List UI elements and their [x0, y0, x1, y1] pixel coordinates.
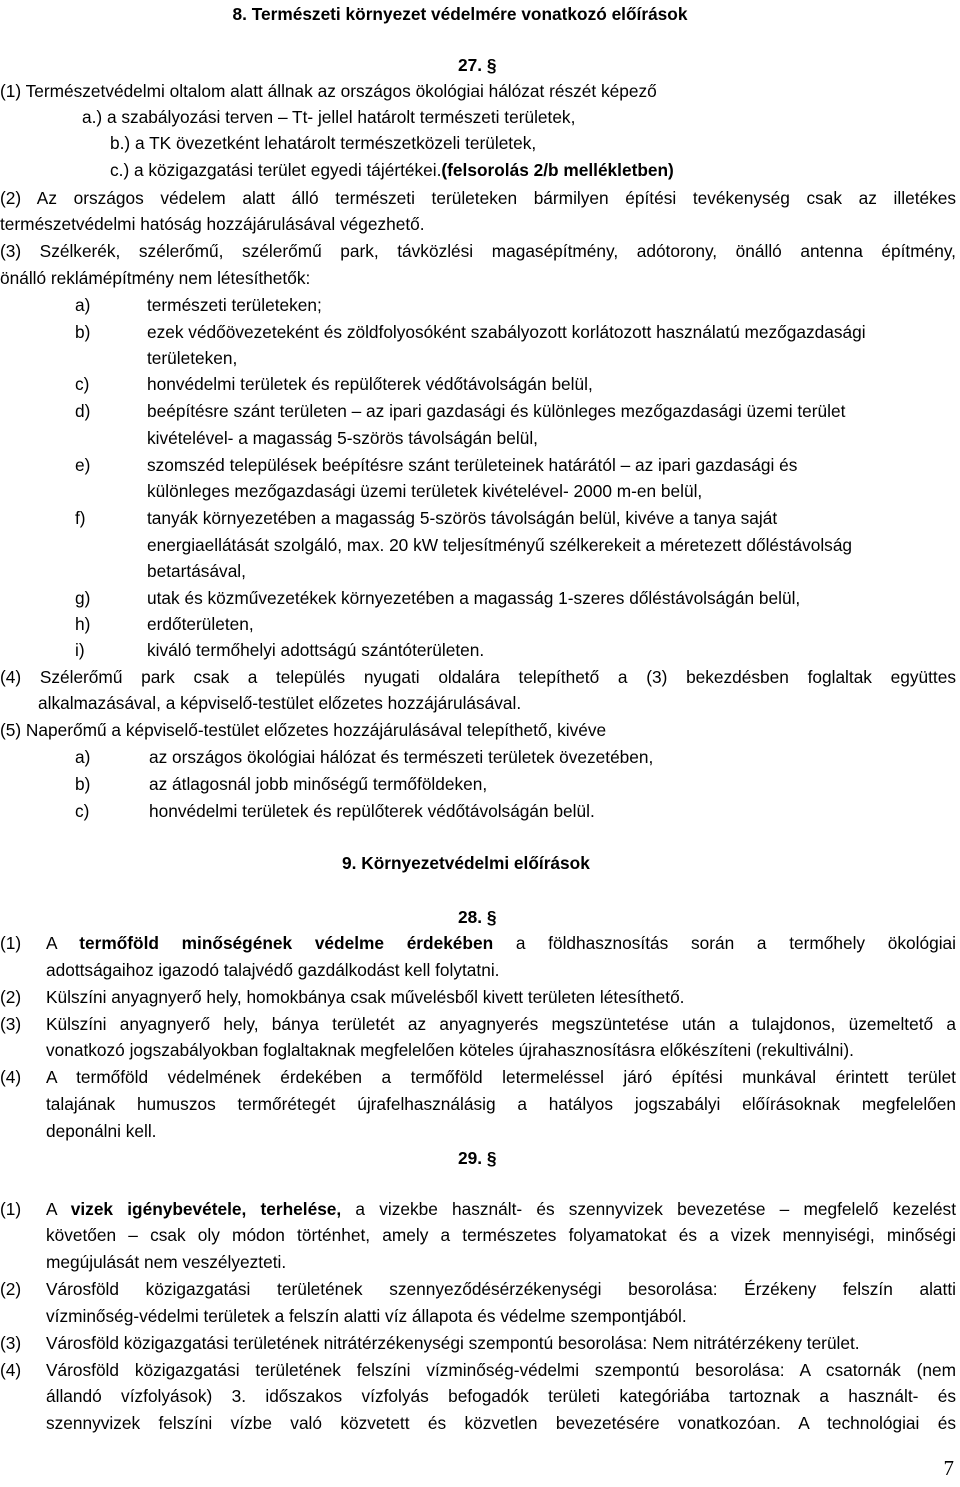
- s29-p3-line1: Városföld közigazgatási területének nitrátérzékenységi szempontú besorolása: Nem nitrátérzékeny terület.: [46, 1333, 860, 1353]
- s29-p2-line2: vízminőség-védelmi területek a felszín alatti víz állapota és védelme szempontjából.: [46, 1306, 687, 1326]
- list-item-label: d): [75, 401, 91, 421]
- paragraph-number: 27.: [458, 55, 483, 75]
- s27-p4-line1: (4) Szélerőmű park csak a település nyugati oldalára telepíthető a (3) bekezdésben foglaltak együttes: [0, 667, 956, 687]
- s27-p1-item-b: b.) a TK övezetként lehatárolt természetközeli területek,: [110, 133, 537, 153]
- section-heading-9: 9. Környezetvédelmi előírások: [342, 853, 590, 873]
- s29-p4-line1: Városföld közigazgatási területének felszíni vízminőség-védelmi szempontú besorolása: A csatornák (nem: [46, 1360, 956, 1380]
- list-item-label: g): [75, 588, 91, 608]
- list-item-label: h): [75, 614, 91, 634]
- s28-p1-line2: adottságaihoz igazodó talajvédő gazdálkodást kell folytatni.: [46, 960, 500, 980]
- s29-p1-line2: követően – csak oly módon történhet, amely a természetes folyamatokat és a vizek mennyiségi, minőségi: [46, 1225, 956, 1245]
- s27-p5-intro: (5) Naperőmű a képviselő-testület előzetes hozzájárulásával telepíthető, kivéve: [0, 720, 607, 740]
- s27-p3-line1: (3) Szélkerék, szélerőmű, szélerőmű park, távközlési magasépítmény, adótorony, önálló antenna építmény,: [0, 241, 956, 261]
- s29-p2-line1: Városföld közigazgatási területének szennyeződésérzékenységi besorolása: Érzékeny felszín alatti: [46, 1279, 956, 1299]
- s27-p1-item-a: a.) a szabályozási terven – Tt- jellel határolt természeti területek,: [82, 107, 576, 127]
- s29-p3-number: (3): [0, 1333, 22, 1353]
- list-item-text: kivételével- a magasság 5-szörös távolságán belül,: [147, 428, 538, 448]
- list-item-label: b): [75, 774, 91, 794]
- list-item-text: ezek védőövezeteként és zöldfolyosóként szabályozott korlátozott használatú mezőgazdasági: [147, 322, 866, 342]
- list-item-text: az átlagosnál jobb minőségű termőföldeken,: [149, 774, 488, 794]
- s27-p1-item-c: c.) a közigazgatási terület egyedi tájértékei.(felsorolás 2/b mellékletben): [110, 160, 674, 180]
- s28-p1-number: (1): [0, 933, 22, 953]
- list-item-text: honvédelmi területek és repülőterek védőtávolságán belül,: [147, 374, 593, 394]
- s29-p1-line1: A vizek igénybevétele, terhelése, a vizekbe használt- és szennyvizek bevezetése – megfelelő kezelést: [46, 1199, 956, 1219]
- section-heading-8: 8. Természeti környezet védelmére vonatkozó előírások: [232, 4, 688, 24]
- paragraph-number: 28.: [458, 907, 483, 927]
- s28-p4-line1: A termőföld védelmének érdekében a termőföld letermeléssel járó építési munkával érintett terület: [46, 1067, 956, 1087]
- list-item-text: különleges mezőgazdasági üzemi területek kivételével- 2000 m-en belül,: [147, 481, 703, 501]
- s29-p1-line3: megújulását nem veszélyezteti.: [46, 1252, 287, 1272]
- list-item-label: e): [75, 455, 91, 475]
- s27-p2-line1: (2) Az országos védelem alatt álló természeti területeken bármilyen építési tevékenység csak az illetékes: [0, 188, 956, 208]
- list-item-text: szomszéd települések beépítésre szánt területeinek határától – az ipari gazdasági és: [147, 455, 798, 475]
- s28-p4-line2: talajának humuszos termőrétegét újrafelhasználásig a hatályos jogszabályi előírásoknak megfelelően: [46, 1094, 956, 1114]
- s27-p2-line2: természetvédelmi hatóság hozzájárulásával végezhető.: [0, 214, 425, 234]
- list-item-label: c): [75, 801, 90, 821]
- s27-p3-line2: önálló reklámépítmény nem létesíthetők:: [0, 268, 311, 288]
- list-item-text: tanyák környezetében a magasság 5-szörös távolságán belül, kivéve a tanya saját: [147, 508, 778, 528]
- section-symbol: §: [486, 55, 497, 75]
- s29-p1-bold: vizek igénybevétele, terhelése,: [70, 1199, 342, 1219]
- paragraph-title-27: [458, 52, 496, 79]
- list-item-text: utak és közművezetékek környezetében a magasság 1-szeres dőléstávolságán belül,: [147, 588, 801, 608]
- s28-p3-line2: vonatkozó jogszabályokban foglaltaknak megfelelően köteles újrahasznosításra előkészíteni (rekultiválni).: [46, 1040, 854, 1060]
- s29-p4-number: (4): [0, 1360, 22, 1380]
- list-item-text: beépítésre szánt területen – az ipari gazdasági és különleges mezőgazdasági üzemi terület: [147, 401, 846, 421]
- paragraph-number: 29.: [458, 1148, 483, 1168]
- page-number: 7: [943, 1456, 954, 1480]
- list-item-label: a): [75, 295, 91, 315]
- list-item-label: f): [75, 508, 86, 528]
- list-item-text: erdőterületen,: [147, 614, 254, 634]
- s28-p4-line3: deponálni kell.: [46, 1121, 157, 1141]
- list-item-text: honvédelmi területek és repülőterek védőtávolságán belül.: [149, 801, 595, 821]
- list-item-text: az országos ökológiai hálózat és természeti területek övezetében,: [149, 747, 654, 767]
- s27-p1-item-c-bold: (felsorolás 2/b mellékletben): [441, 160, 674, 180]
- s29-p2-number: (2): [0, 1279, 22, 1299]
- list-item-label: i): [75, 640, 85, 660]
- s28-p3-number: (3): [0, 1014, 22, 1034]
- list-item-text: kiváló termőhelyi adottságú szántóterületen.: [147, 640, 485, 660]
- list-item-label: b): [75, 322, 91, 342]
- s28-p1-bold: termőföld minőségének védelme érdekében: [79, 933, 494, 953]
- list-item-text: energiaellátását szolgáló, max. 20 kW teljesítményű szélkerekeit a méretezett dőléstávolság: [147, 535, 853, 555]
- paragraph-title-28: [458, 904, 496, 931]
- list-item-label: c): [75, 374, 90, 394]
- list-item-text: betartásával,: [147, 561, 246, 581]
- section-symbol: §: [486, 907, 497, 927]
- s29-p1-number: (1): [0, 1199, 22, 1219]
- section-symbol: §: [486, 1148, 497, 1168]
- s28-p2-line1: Külszíni anyagnyerő hely, homokbánya csak művelésből kivett területen létesíthető.: [46, 987, 685, 1007]
- list-item-text: területeken,: [147, 348, 238, 368]
- s28-p1-line1: A termőföld minőségének védelme érdekében a földhasznosítás során a termőhely ökológiai: [46, 933, 956, 953]
- s29-p4-line2: állandó vízfolyások) 3. időszakos vízfolyás befogadók területi kategóriába tartoznak a használt- és: [46, 1386, 956, 1406]
- s28-p4-number: (4): [0, 1067, 22, 1087]
- s28-p3-line1: Külszíni anyagnyerő hely, bánya területét az anyagnyerés megszüntetése után a tulajdonos, üzemeltető a: [46, 1014, 956, 1034]
- paragraph-title-29: [458, 1145, 496, 1172]
- list-item-label: a): [75, 747, 91, 767]
- s28-p2-number: (2): [0, 987, 22, 1007]
- list-item-text: természeti területeken;: [147, 295, 322, 315]
- s29-p4-line3: szennyvizek felszíni vízbe való közvetett és közvetlen bevezetésére vonatkozóan. A technológiai és: [46, 1413, 956, 1433]
- s27-p1-intro: (1) Természetvédelmi oltalom alatt állnak az országos ökológiai hálózat részét képező: [0, 81, 657, 101]
- s27-p4-line2: alkalmazásával, a képviselő-testület előzetes hozzájárulásával.: [38, 693, 522, 713]
